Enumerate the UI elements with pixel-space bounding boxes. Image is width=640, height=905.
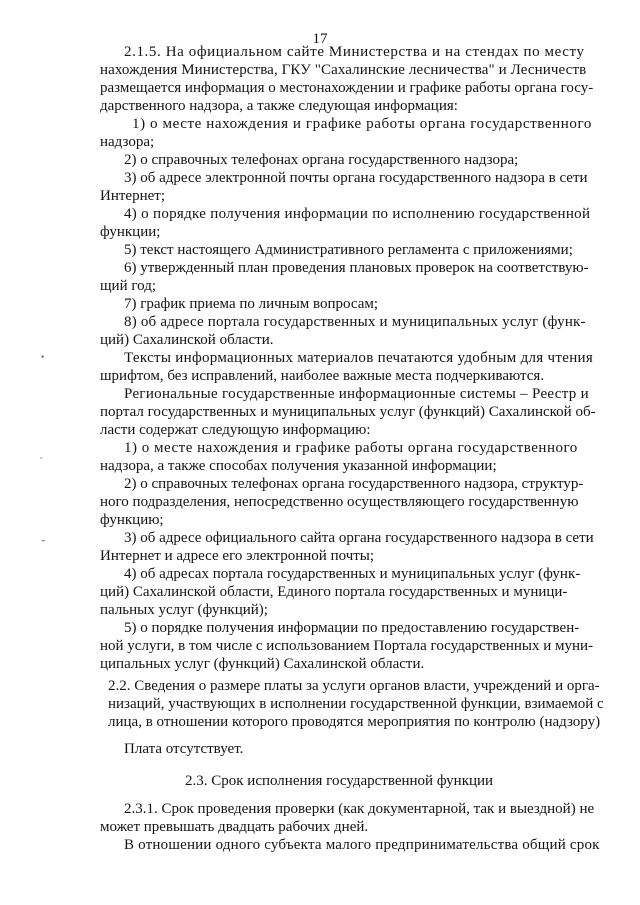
text-line: 4) о порядке получения информации по исполнению государственной [124,206,591,222]
text-line: 5) о порядке получения информации по предоставлению государствен- [124,620,580,636]
text-line: ной услуги, в том числе с использованием Портала государственных и муни- [100,638,594,654]
text-line: нахождения Министерства, ГКУ "Сахалинские лесничества" и Лесничеств [100,62,587,78]
text-line: может превышать двадцать рабочих дней. [100,819,369,835]
fee-text: Плата отсутствует. [124,741,244,757]
text-line: В отношении одного субъекта малого предпринимательства общий срок [124,837,600,853]
text-line: Тексты информационных материалов печатаются удобным для чтения [124,350,594,366]
margin-mark: ˛ [40,449,43,459]
text-line: 1) о месте нахождения и графике работы органа государственного [132,116,592,132]
text-line: Региональные государственные информационные системы – Реестр и [124,386,589,402]
margin-mark: • [41,352,45,362]
margin-mark: ⁃ [41,536,46,546]
text-line: надзора, а также способах получения указанной информации; [100,458,497,474]
text-line: надзора; [100,134,155,150]
text-line: ласти содержат следующую информацию: [100,422,371,438]
page-number: 17 [312,31,328,47]
text-line: портал государственных и муниципальных услуг (функций) Сахалинской об- [100,404,596,420]
text-line: Интернет; [100,188,165,204]
text-line: 2) о справочных телефонах органа государственного надзора, структур- [124,476,584,492]
text-line: Интернет и адресе его электронной почты; [100,548,375,564]
text-line: 7) график приема по личным вопросам; [124,296,379,312]
text-line: функции; [100,224,161,240]
text-line: 3) об адресе официального сайта органа государственного надзора в сети [124,530,594,546]
text-line: ций) Сахалинской области, Единого портала государственных и муници- [100,584,568,600]
text-line: 4) об адресах портала государственных и муниципальных услуг (функ- [124,566,581,582]
text-line: 2.3.1. Срок проведения проверки (как документарной, так и выездной) не [124,801,595,817]
text-line: ного подразделения, непосредственно осуществляющего государственную [100,494,579,510]
text-line: шрифтом, без исправлений, наиболее важные места подчеркиваются. [100,368,545,384]
text-line: 1) о месте нахождения и графике работы органа государственного [124,440,578,456]
text-line: 5) текст настоящего Административного регламента с приложениями; [124,242,573,258]
text-line: ций) Сахалинской области. [100,332,274,348]
text-line: 2.1.5. На официальном сайте Министерства и на стендах по месту [124,44,585,60]
text-line: пальных услуг (функций); [100,602,268,618]
text-line: щий год; [100,278,157,294]
section-2-2-line: 2.2. Сведения о размере платы за услуги органов власти, учреждений и орга- [108,678,600,694]
text-line: 6) утвержденный план проведения плановых проверок на соответствую- [124,260,589,276]
text-line: дарственного надзора, а также следующая информация: [100,98,458,114]
text-line: 2) о справочных телефонах органа государственного надзора; [124,152,519,168]
text-line: функцию; [100,512,164,528]
text-line: ципальных услуг (функций) Сахалинской области. [100,656,425,672]
section-2-2-line: низаций, участвующих в исполнении государственной функции, взимаемой с [108,696,604,712]
text-line: размещается информация о местонахождении и графике работы органа госу- [100,80,594,96]
text-line: 3) об адресе электронной почты органа государственного надзора в сети [124,170,588,186]
section-2-2-line: лица, в отношении которого проводятся мероприятия по контролю (надзору) [108,714,601,730]
text-line: 8) об адресе портала государственных и муниципальных услуг (функ- [124,314,586,330]
section-heading: 2.3. Срок исполнения государственной функции [185,773,494,789]
